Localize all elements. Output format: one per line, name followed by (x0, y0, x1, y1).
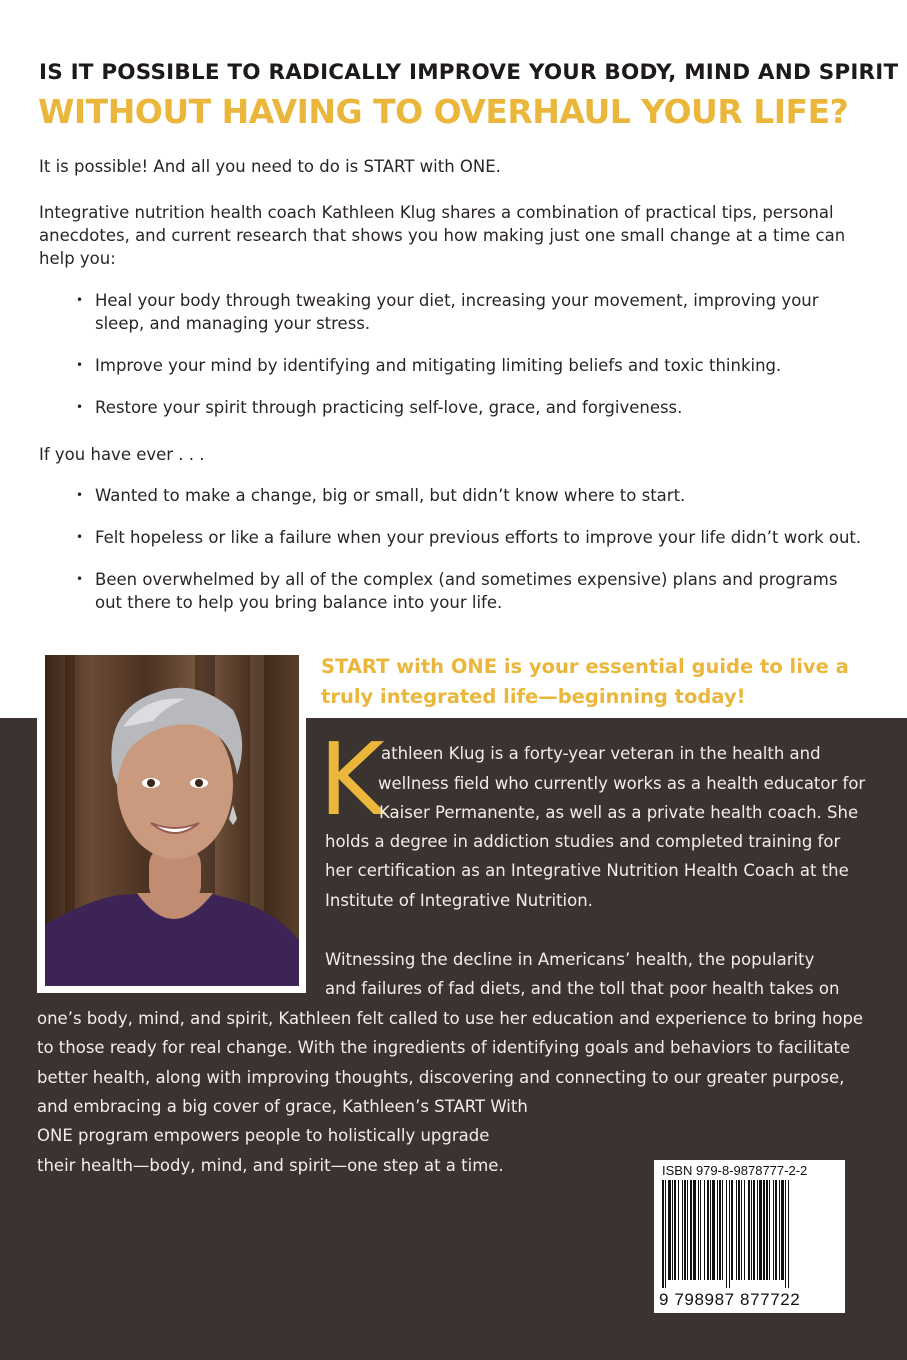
bio-line: wellness field who currently works as a health educator for (378, 774, 866, 793)
list-item: • Heal your body through tweaking your diet, increasing your movement, improving your sleep, and managing your stress. (39, 289, 869, 335)
barcode-bar (665, 1180, 666, 1288)
bio-line: her certification as an Integrative Nutrition Health Coach at the (325, 861, 849, 880)
list-item: • Been overwhelmed by all of the complex (and sometimes expensive) plans and programs out there to help you bring balance into your life. (39, 568, 869, 614)
barcode-bar (722, 1180, 723, 1280)
barcode-bar (785, 1180, 786, 1288)
barcode-bar (687, 1180, 688, 1280)
list-item: • Restore your spirit through practicing self-love, grace, and forgiveness. (39, 396, 869, 419)
barcode-bar (779, 1180, 780, 1280)
bio-line: holds a degree in addiction studies and completed training for (325, 832, 841, 851)
bio-line: better health, along with improving thoughts, discovering and connecting to our greater purpose, (37, 1068, 845, 1087)
barcode (662, 1180, 838, 1288)
barcode-bar (757, 1180, 758, 1280)
barcode-bar (763, 1180, 765, 1280)
isbn-label: ISBN 979-8-9878777-2-2 (662, 1163, 808, 1178)
barcode-bar (719, 1180, 721, 1280)
barcode-bar (769, 1180, 770, 1280)
list-item: • Wanted to make a change, big or small, but didn’t know where to start. (39, 484, 869, 507)
list-item: • Felt hopeless or like a failure when your previous efforts to improve your life didn’t work out. (39, 526, 869, 549)
barcode-bar (744, 1180, 745, 1280)
benefits-list (39, 289, 869, 438)
barcode-bar (682, 1180, 683, 1280)
bio-line: one’s body, mind, and spirit, Kathleen felt called to use her education and experience to bring hope (37, 1009, 864, 1028)
barcode-bar (700, 1180, 701, 1280)
tagline-line-2: truly integrated life—beginning today! (321, 685, 746, 708)
barcode-bar (674, 1180, 676, 1280)
barcode-bar (731, 1180, 733, 1280)
barcode-bar (704, 1180, 705, 1280)
barcode-bar (775, 1180, 777, 1280)
author-portrait-illustration (45, 655, 299, 986)
intro-paragraph-1: It is possible! And all you need to do is START with ONE. (39, 157, 501, 176)
barcode-bar (712, 1180, 715, 1280)
bio-line: to those ready for real change. With the ingredients of identifying goals and behaviors to facilitate (37, 1038, 851, 1057)
tagline (321, 652, 881, 712)
barcode-bar (748, 1180, 750, 1280)
if-list (39, 484, 869, 633)
bio-line: Institute of Integrative Nutrition. (325, 891, 593, 910)
barcode-bar (707, 1180, 709, 1280)
barcode-bar (698, 1180, 699, 1280)
barcode-bar (736, 1180, 737, 1280)
barcode-bar (684, 1180, 686, 1280)
barcode-bar (753, 1180, 755, 1280)
barcode-bar (729, 1180, 730, 1288)
headline-question: IS IT POSSIBLE TO RADICALLY IMPROVE YOUR BODY, MIND AND SPIRIT (39, 60, 899, 85)
barcode-bar (741, 1180, 742, 1280)
barcode-bar (678, 1180, 679, 1280)
author-photo (45, 655, 299, 986)
bio-line: and failures of fad diets, and the toll that poor health takes on (325, 979, 840, 998)
if-intro: If you have ever . . . (39, 445, 205, 464)
headline-highlight: WITHOUT HAVING TO OVERHAUL YOUR LIFE? (38, 92, 849, 131)
barcode-bar (759, 1180, 762, 1280)
barcode-bar (662, 1180, 664, 1288)
barcode-bar (738, 1180, 740, 1280)
drop-cap: K (319, 721, 385, 838)
bio-line: Kaiser Permanente, as well as a private health coach. She (379, 803, 859, 822)
barcode-bar (788, 1180, 789, 1288)
bio-line: athleen Klug is a forty-year veteran in the health and (381, 744, 821, 763)
bio-line: their health—body, mind, and spirit—one step at a time. (37, 1156, 504, 1175)
barcode-bar (672, 1180, 673, 1280)
barcode-bar (781, 1180, 784, 1280)
isbn-digits: 9 798987 877722 (659, 1290, 801, 1309)
barcode-bar (717, 1180, 718, 1280)
barcode-bar (751, 1180, 752, 1280)
bio-line: ONE program empowers people to holistically upgrade (37, 1126, 490, 1145)
list-item: • Improve your mind by identifying and mitigating limiting beliefs and toxic thinking. (39, 354, 869, 377)
barcode-bar (773, 1180, 774, 1280)
barcode-bar (766, 1180, 768, 1280)
barcode-bar (710, 1180, 711, 1280)
tagline-line-1: START with ONE is your essential guide to live a (321, 655, 849, 678)
intro-paragraph-2: Integrative nutrition health coach Kathleen Klug shares a combination of practical tips, personal anecdotes, and current research that shows you how making just one small change at a time can help you: (39, 203, 846, 268)
barcode-bar (693, 1180, 696, 1280)
barcode-bar (690, 1180, 692, 1280)
barcode-bar (726, 1180, 727, 1288)
barcode-bar (668, 1180, 671, 1280)
bio-line: and embracing a big cover of grace, Kathleen’s START With (37, 1097, 528, 1116)
bio-line: Witnessing the decline in Americans’ health, the popularity (325, 950, 815, 969)
